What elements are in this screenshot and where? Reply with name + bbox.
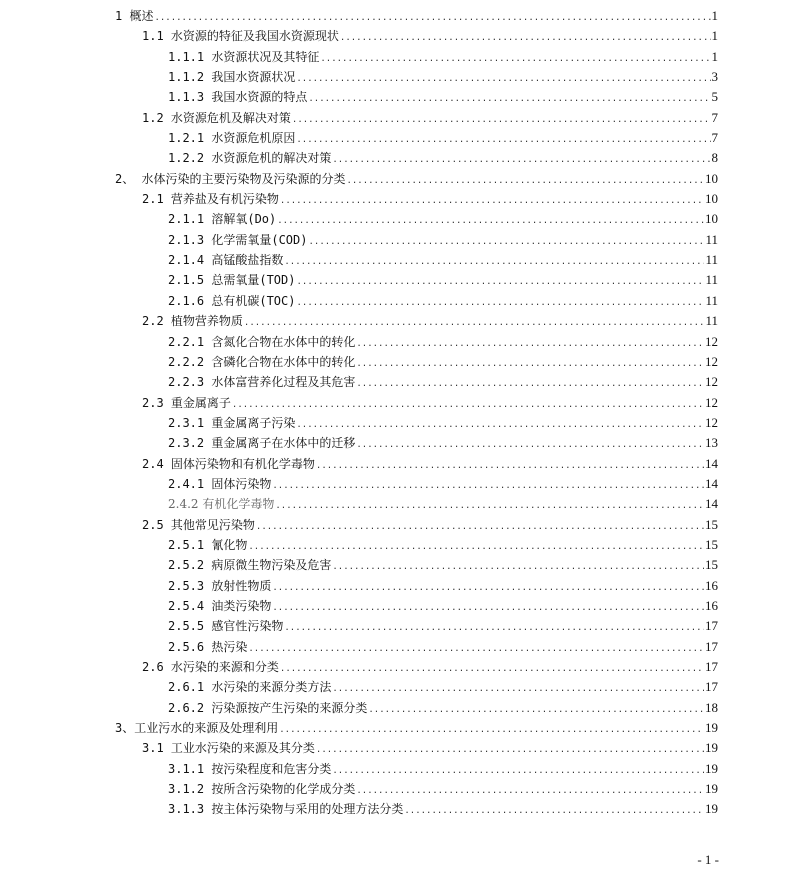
toc-entry-line [115,169,718,189]
toc-dot-leader [296,415,704,435]
toc-entry-page-number: 3 [711,69,718,85]
toc-entry[interactable] [0,270,792,290]
toc-entry-page-number: 8 [711,150,718,166]
toc-entry[interactable] [0,311,792,331]
toc-entry-line [142,515,718,535]
toc-entry-title: 2.1.1 溶解氧(Do) [168,212,277,227]
toc-entry-line [142,311,718,331]
toc-entry-title: 2.5 其他常见污染物 [142,517,255,532]
toc-entry-line [142,189,718,209]
toc-entry-page-number: 12 [705,353,718,369]
toc-dot-leader [356,435,704,455]
toc-entry-line [168,47,718,67]
toc-entry-title: 2.1.4 高锰酸盐指数 [168,253,284,268]
toc-entry-page-number: 17 [705,679,718,695]
toc-entry-line [168,372,718,392]
toc-entry-title: 2.5.5 感官性污染物 [168,619,284,634]
toc-entry-page-number: 19 [705,720,718,736]
toc-entry-page-number: 17 [705,659,718,674]
toc-entry[interactable] [0,189,792,209]
toc-entry-page-number: 13 [705,435,718,451]
toc-entry-page-number: 12 [705,374,718,390]
toc-entry-line [168,616,718,636]
toc-entry-line [168,332,718,352]
toc-entry-title: 2.5.3 放射性物质 [168,578,272,593]
toc-entry-title: 1.1.1 水资源状况及其特征 [168,49,320,64]
toc-entry-line [168,87,718,107]
toc-entry[interactable] [0,67,792,87]
toc-entry-line [168,494,718,514]
toc-dot-leader [368,700,704,720]
toc-entry-title: 2.2.2 含磷化合物在水体中的转化 [168,354,356,369]
toc-entry[interactable] [0,413,792,433]
toc-dot-leader [279,720,704,740]
toc-entry-page-number: 1 [711,8,718,23]
toc-entry-page-number: 15 [705,557,718,573]
toc-dot-leader [332,150,710,170]
toc-entry[interactable] [0,535,792,555]
toc-entry-title: 2.2.1 含氮化合物在水体中的转化 [168,334,356,349]
toc-entry[interactable] [0,332,792,352]
toc-entry-page-number: 1 [711,48,718,64]
toc-dot-leader [154,8,710,28]
toc-dot-leader [275,496,704,516]
toc-dot-leader [308,89,710,109]
toc-entry-title: 3、工业污水的来源及处理利用 [115,721,279,736]
toc-entry[interactable] [0,26,792,46]
toc-entry-page-number: 7 [711,109,718,125]
toc-entry-page-number: 5 [711,89,718,105]
toc-entry[interactable] [0,87,792,107]
toc-entry-page-number: 14 [705,455,718,471]
toc-entry-page-number: 17 [705,618,718,634]
toc-dot-leader [244,313,705,333]
toc-dot-leader [292,110,711,130]
toc-entry-title: 2.6 水污染的来源和分类 [142,660,279,674]
toc-dot-leader [277,211,704,231]
toc-entry-title: 2.1.3 化学需氧量(COD) [168,232,308,247]
toc-entry-title: 3.1.3 按主体污染物与采用的处理方法分类 [168,802,404,817]
toc-entry-line [168,677,718,697]
toc-entry[interactable] [0,169,792,189]
toc-dot-leader [332,679,704,699]
toc-entry-title: 1 概述 [115,9,154,23]
toc-entry[interactable] [0,230,792,250]
toc-entry-title: 3.1.1 按污染程度和危害分类 [168,761,332,776]
toc-entry-page-number: 1 [711,28,718,44]
toc-entry-line [168,576,718,596]
toc-dot-leader [280,659,704,679]
toc-entry[interactable] [0,454,792,474]
toc-entry-page-number: 10 [705,211,718,227]
toc-entry-line [142,26,718,46]
toc-dot-leader [340,28,711,48]
toc-entry-title: 2.6.2 污染源按产生污染的来源分类 [168,700,368,715]
toc-entry-title: 3.1 工业水污染的来源及其分类 [142,741,315,756]
toc-entry-page-number: 12 [705,394,718,410]
toc-entry-page-number: 11 [705,231,718,247]
toc-entry-line [168,352,718,372]
toc-dot-leader [356,354,704,374]
toc-entry-line [115,718,718,738]
toc-entry-title: 1.2 水资源危机及解决对策 [142,110,291,125]
toc-entry-title: 2.5.4 油类污染物 [168,598,272,613]
toc-entry-line [168,433,718,453]
toc-dot-leader [232,395,704,415]
toc-entry-line [168,270,718,290]
toc-entry[interactable] [0,250,792,270]
toc-entry-title: 2.5.6 热污染 [168,639,248,654]
toc-entry-page-number: 19 [705,781,718,797]
toc-entry[interactable] [0,738,792,758]
toc-dot-leader [296,69,710,89]
toc-entry-line [115,6,718,26]
toc-entry-line [168,596,718,616]
toc-entry-page-number: 11 [705,313,718,329]
toc-entry[interactable] [0,616,792,636]
toc-entry[interactable] [0,209,792,229]
toc-entry[interactable] [0,799,792,819]
toc-entry[interactable] [0,108,792,128]
toc-dot-leader [356,374,704,394]
toc-entry-page-number: 18 [705,699,718,715]
toc-entry-line [168,413,718,433]
toc-entry-title: 1.2.1 水资源危机原因 [168,131,296,146]
toc-entry[interactable] [0,576,792,596]
toc-entry-line [168,698,718,718]
toc-entry-page-number: 14 [705,475,718,491]
toc-entry-page-number: 11 [705,292,718,308]
toc-entry-title: 2.3 重金属离子 [142,395,231,410]
toc-entry-title: 2.5.1 氰化物 [168,537,248,552]
toc-entry-page-number: 19 [705,760,718,776]
toc-entry[interactable] [0,291,792,311]
toc-dot-leader [404,801,704,821]
toc-entry[interactable] [0,148,792,168]
toc-dot-leader [356,781,704,801]
toc-entry-line [168,555,718,575]
toc-entry-title: 2.3.2 重金属离子在水体中的迁移 [168,436,356,451]
toc-entry-line [168,291,718,311]
toc-dot-leader [256,517,704,537]
toc-entry-page-number: 7 [711,130,718,146]
toc-entry-page-number: 16 [705,597,718,613]
toc-entry-title: 2.4.1 固体污染物 [168,476,272,491]
toc-entry-title: 2.4.2 有机化学毒物 [168,497,275,512]
toc-dot-leader [346,171,704,191]
toc-entry-title: 2.5.2 病原微生物污染及危害 [168,558,332,573]
toc-dot-leader [248,639,704,659]
toc-entry-line [168,759,718,779]
toc-entry-page-number: 19 [705,801,718,817]
toc-entry-line [168,637,718,657]
toc-entry-title: 1.1.2 我国水资源状况 [168,70,296,85]
toc-dot-leader [332,557,704,577]
toc-entry-title: 1.2.2 水资源危机的解决对策 [168,151,332,166]
table-of-contents [0,6,792,820]
toc-entry-page-number: 14 [705,496,718,512]
toc-entry[interactable] [0,393,792,413]
toc-entry-line [142,108,718,128]
toc-entry-title: 2.1.5 总需氧量(TOD) [168,273,296,288]
toc-entry-title: 2.3.1 重金属离子污染 [168,415,296,430]
toc-entry-page-number: 15 [705,536,718,552]
toc-entry-title: 2.4 固体污染物和有机化学毒物 [142,456,315,471]
toc-dot-leader [248,537,704,557]
toc-entry-page-number: 17 [705,638,718,654]
toc-entry-page-number: 10 [705,191,718,207]
toc-entry-title: 3.1.2 按所含污染物的化学成分类 [168,782,356,797]
toc-dot-leader [308,232,704,252]
toc-entry-title: 2.2 植物营养物质 [142,314,243,329]
toc-entry[interactable] [0,433,792,453]
toc-entry-line [168,148,718,168]
toc-entry-line [168,535,718,555]
toc-entry-title: 1.1 水资源的特征及我国水资源现状 [142,29,339,44]
toc-entry-page-number: 12 [705,333,718,349]
toc-entry-title: 2.1 营养盐及有机污染物 [142,192,279,207]
toc-entry-title: 1.1.3 我国水资源的特点 [168,90,308,105]
toc-entry[interactable] [0,657,792,677]
toc-entry-line [142,454,718,474]
toc-entry[interactable] [0,47,792,67]
toc-entry-page-number: 11 [705,252,718,268]
toc-entry-line [168,230,718,250]
toc-dot-leader [296,272,704,292]
toc-entry-line [168,474,718,494]
toc-entry[interactable] [0,6,792,26]
toc-entry-page-number: 16 [705,577,718,593]
toc-entry-line [168,250,718,270]
toc-entry-line [142,657,718,677]
toc-dot-leader [296,293,704,313]
toc-dot-leader [284,618,704,638]
toc-dot-leader [272,578,704,598]
toc-dot-leader [296,130,710,150]
toc-dot-leader [316,740,704,760]
toc-entry[interactable] [0,677,792,697]
toc-entry[interactable] [0,779,792,799]
toc-entry[interactable] [0,474,792,494]
toc-entry-page-number: 11 [705,272,718,288]
toc-entry[interactable] [0,372,792,392]
toc-entry-title: 2.1.6 总有机碳(TOC) [168,293,296,308]
toc-entry[interactable] [0,555,792,575]
page-number-footer: - 1 - [697,852,719,867]
toc-entry-line [142,738,718,758]
toc-entry-line [168,128,718,148]
toc-entry-page-number: 15 [705,516,718,532]
toc-dot-leader [320,49,710,69]
toc-entry[interactable] [0,759,792,779]
toc-entry-title: 2.6.1 水污染的来源分类方法 [168,680,332,695]
toc-entry-page-number: 12 [705,414,718,430]
toc-entry-line [168,779,718,799]
toc-dot-leader [272,598,704,618]
toc-entry[interactable] [0,596,792,616]
toc-entry-page-number: 10 [705,170,718,186]
toc-entry[interactable] [0,352,792,372]
toc-entry[interactable] [0,718,792,738]
toc-entry[interactable] [0,637,792,657]
toc-dot-leader [332,761,704,781]
toc-entry-title: 2.2.3 水体富营养化过程及其危害 [168,375,356,390]
toc-dot-leader [272,476,704,496]
toc-entry-line [142,393,718,413]
toc-dot-leader [280,191,704,211]
toc-entry[interactable] [0,128,792,148]
toc-dot-leader [284,252,704,272]
toc-entry[interactable] [0,698,792,718]
toc-entry-line [168,799,718,819]
toc-dot-leader [356,334,704,354]
toc-entry-page-number: 19 [705,740,718,756]
toc-entry[interactable] [0,515,792,535]
toc-entry-line [168,209,718,229]
toc-entry[interactable] [0,494,792,514]
toc-entry-line [168,67,718,87]
toc-entry-title: 2、 水体污染的主要污染物及污染源的分类 [115,171,346,186]
toc-dot-leader [316,456,704,476]
